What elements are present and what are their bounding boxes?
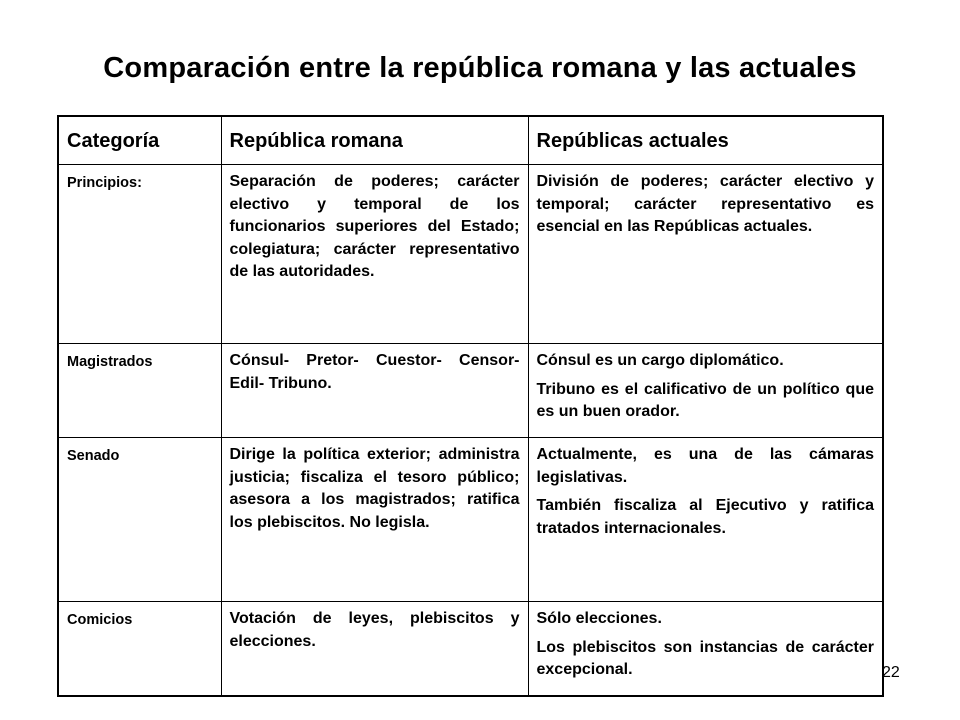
cell-text: Cónsul- Pretor- Cuestor- Censor- Edil- Tribuno. (229, 352, 520, 392)
table-row (58, 602, 883, 696)
row-current-cell (528, 165, 883, 344)
cell-text: Separación de poderes; carácter electivo y temporal de los funcionarios superiores del Estado; colegiatura; carácter representativo de las autoridades. (229, 173, 520, 280)
row-category: Principios: (58, 165, 221, 344)
row-roman-cell (221, 438, 528, 602)
cell-text: También fiscaliza al Ejecutivo y ratifica tratados internacionales. (536, 497, 874, 537)
header-category: Categoría (58, 116, 221, 165)
comparison-table (57, 115, 884, 697)
table-header-row (58, 116, 883, 165)
cell-text: Votación de leyes, plebiscitos y elecciones. (229, 610, 520, 650)
row-roman-cell (221, 602, 528, 696)
row-roman-cell (221, 165, 528, 344)
cell-text: Tribuno es el calificativo de un político que es un buen orador. (536, 380, 874, 420)
cell-text: Dirige la política exterior; administra justicia; fiscaliza el tesoro público; asesora a los magistrados; ratifica los plebiscitos. No legisla. (229, 446, 520, 531)
row-current-cell (528, 344, 883, 438)
table-row (58, 165, 883, 344)
page-title: Comparación entre la república romana y las actuales (103, 52, 857, 84)
cell-text: División de poderes; carácter electivo y temporal; carácter representativo es esencial en las Repúblicas actuales. (536, 173, 874, 235)
table-row (58, 344, 883, 438)
row-category: Senado (58, 438, 221, 602)
cell-text: Los plebiscitos son instancias de carácter excepcional. (536, 638, 874, 678)
page-number: 22 (882, 664, 900, 681)
row-roman-cell (221, 344, 528, 438)
row-category: Magistrados (58, 344, 221, 438)
row-current-cell (528, 602, 883, 696)
row-category: Comicios (58, 602, 221, 696)
cell-text: Sólo elecciones. (536, 610, 662, 627)
row-current-cell (528, 438, 883, 602)
cell-text: Actualmente, es una de las cámaras legislativas. (536, 446, 874, 486)
header-current-republics: Repúblicas actuales (528, 116, 883, 165)
table-row (58, 438, 883, 602)
cell-text: Cónsul es un cargo diplomático. (536, 352, 784, 369)
header-roman-republic: República romana (221, 116, 528, 165)
